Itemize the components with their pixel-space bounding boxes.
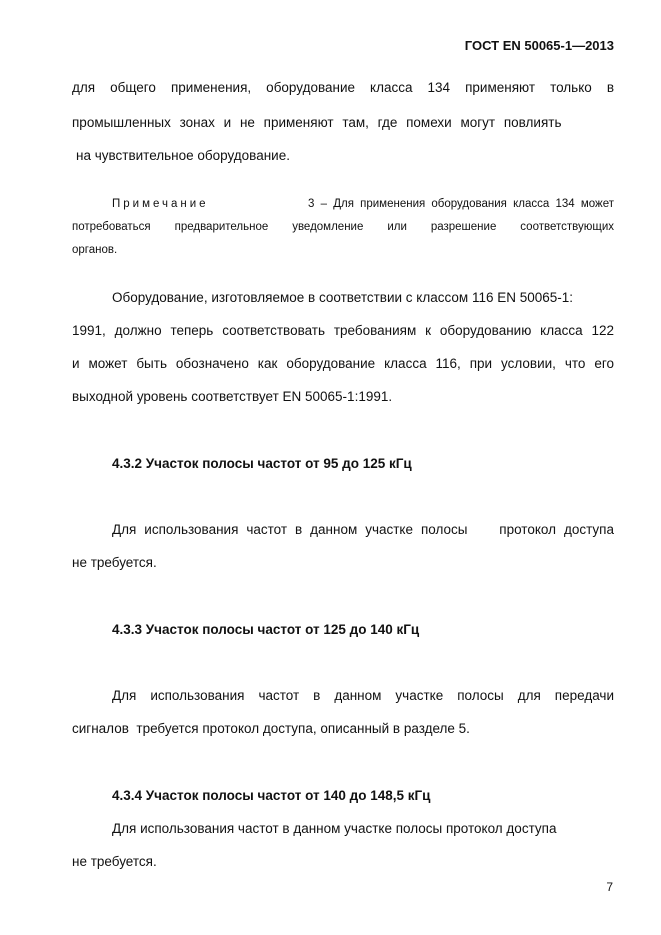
note-line: потребоваться предварительное уведомление или разрешение соответствующих — [72, 221, 614, 233]
paragraph-line: Для использования частот в данном участке полосы протокол доступа — [112, 821, 557, 836]
paragraph-line: сигналов требуется протокол доступа, описанный в разделе 5. — [72, 721, 470, 736]
note-first-line — [112, 198, 614, 210]
paragraph-line: 1991, должно теперь соответствовать требованиям к оборудованию класса 122 — [72, 323, 614, 338]
paragraph-line: Для использования частот в данном участке полосы для передачи — [112, 688, 614, 703]
paragraph-line: не требуется. — [72, 555, 157, 570]
page-number: 7 — [606, 880, 613, 894]
paragraph-line: для общего применения, оборудование класса 134 применяют только в — [72, 80, 614, 95]
paragraph-line: промышленных зонах и не применяют там, где помехи могут повлиять — [72, 115, 562, 130]
paragraph-line: не требуется. — [72, 854, 157, 869]
note-label: Примечание — [112, 198, 209, 210]
paragraph-line: на чувствительное оборудование. — [76, 148, 290, 163]
paragraph-line: и может быть обозначено как оборудование класса 116, при условии, что его — [72, 356, 614, 371]
paragraph-line: выходной уровень соответствует EN 50065-1:1991. — [72, 389, 393, 404]
section-heading: 4.3.4 Участок полосы частот от 140 до 148,5 кГц — [112, 788, 431, 803]
section-heading: 4.3.3 Участок полосы частот от 125 до 140 кГц — [112, 622, 420, 637]
note-line: органов. — [72, 244, 118, 256]
section-heading: 4.3.2 Участок полосы частот от 95 до 125 кГц — [112, 456, 412, 471]
paragraph-line: Оборудование, изготовляемое в соответствии с классом 116 EN 50065-1: — [112, 290, 574, 305]
document-header: ГОСТ EN 50065-1—2013 — [464, 38, 614, 53]
paragraph-line: Для использования частот в данном участке полосы протокол доступа — [112, 522, 614, 537]
note-text: 3 – Для применения оборудования класса 134 может — [308, 198, 614, 210]
